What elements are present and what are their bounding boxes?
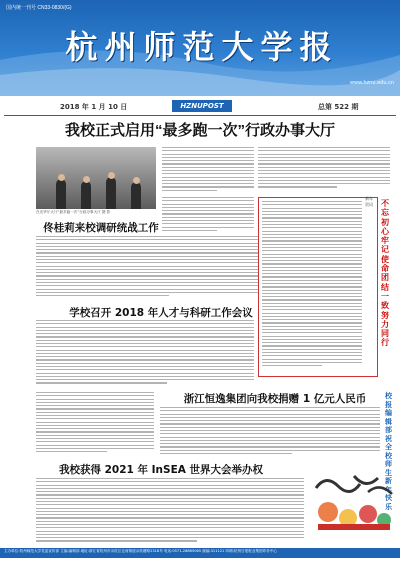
- dateline: [0, 100, 400, 114]
- issue-date: 2018 年 1 月 10 日: [60, 103, 128, 111]
- photo-figure-head: [108, 172, 115, 179]
- new-year-artwork: [308, 468, 398, 536]
- hznupost-logo: HZNUPOST: [172, 100, 232, 112]
- lead-body-col2: [258, 147, 390, 193]
- calligraphy-stroke: [368, 487, 392, 494]
- photo-figure-head: [133, 177, 140, 184]
- photo-figure-head: [83, 176, 90, 183]
- second-headline: 佟桂莉来校调研统战工作: [43, 222, 159, 234]
- third-body-cont: [36, 392, 154, 456]
- website-url: www.hznu.edu.cn: [349, 80, 394, 86]
- footer-text: 主办单位:杭州师范大学党委宣传部 主编:编辑部 地址:浙江省杭州市余杭区仓前街道余杭塘路2318号 电话:0571-28865065 邮编:311121 印刷:杭州日报报业集团印务中心: [4, 549, 278, 553]
- third-body: [36, 320, 254, 388]
- issn-code: 国内统一刊号 CN33-0830/(G): [6, 5, 72, 11]
- decor-bar: [318, 524, 390, 530]
- masthead: [0, 0, 400, 96]
- newspaper-title: 杭州师范大学报: [65, 29, 339, 65]
- lead-body-col1: [162, 147, 254, 195]
- decor-circle: [318, 502, 338, 522]
- second-body: [36, 236, 258, 300]
- calligraphy-stroke: [316, 480, 360, 491]
- third-headline: 学校召开 2018 年人才与科研工作会议: [69, 307, 253, 319]
- lead-body-col3: [162, 197, 254, 237]
- calligraphy-stroke: [354, 476, 378, 484]
- photo-caption: 在光华厅大厅“最多跑一次”行政办事大厅 摄 影: [36, 210, 111, 214]
- photo-figure-head: [58, 174, 65, 181]
- divider: [4, 115, 396, 116]
- fifth-headline: 我校获得 2021 年 InSEA 世界大会举办权: [58, 464, 264, 476]
- slogan-vertical: 不忘初心 牢记使命 团结一致 努力同行: [381, 199, 389, 348]
- lead-photo: [36, 147, 156, 209]
- issue-number: 总第 522 期: [318, 103, 359, 111]
- new-year-label: 新年贺词: [365, 196, 373, 207]
- photo-figure: [81, 181, 91, 209]
- photo-figure: [106, 177, 116, 209]
- lead-headline: 我校正式启用“最多跑一次”行政办事大厅: [64, 122, 335, 139]
- new-year-body: [262, 201, 362, 373]
- decor-circle: [359, 505, 377, 523]
- photo-figure: [131, 182, 141, 209]
- fourth-headline: 浙江恒逸集团向我校捐赠 1 亿元人民币: [183, 393, 367, 405]
- blue-vertical-slogan: 校报编辑部祝全校师生新年快乐: [385, 392, 392, 511]
- fourth-body: [160, 407, 380, 459]
- photo-figure: [56, 179, 66, 209]
- fifth-body: [36, 478, 304, 544]
